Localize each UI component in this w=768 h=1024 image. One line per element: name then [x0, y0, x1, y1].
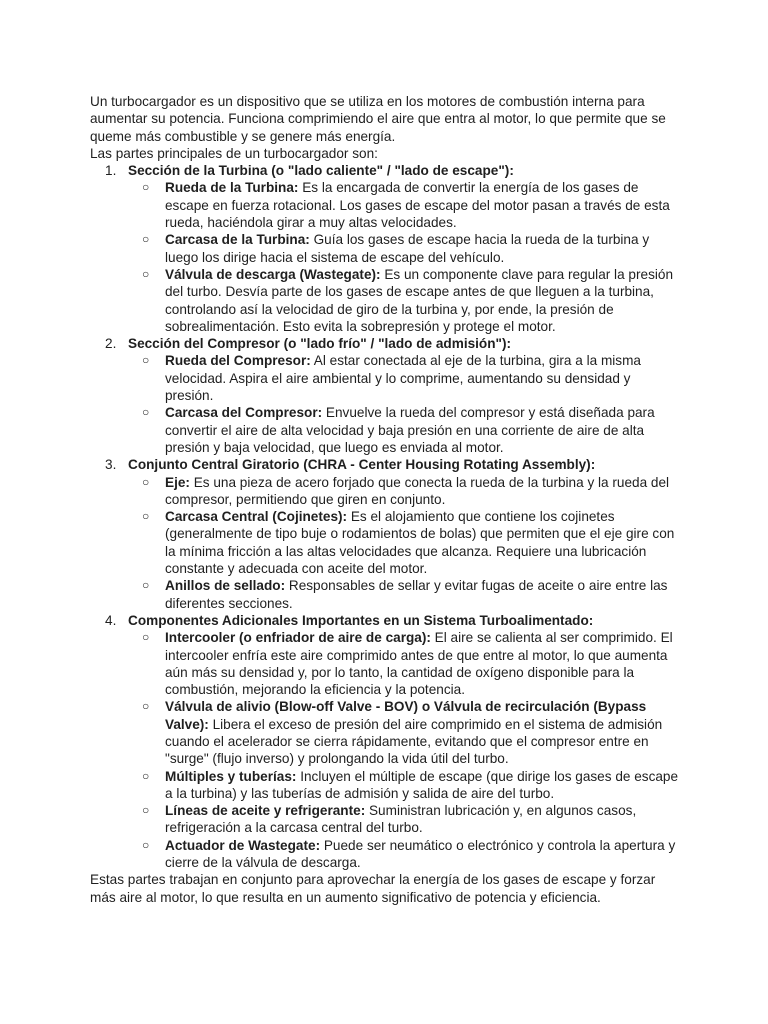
list-item	[165, 404, 680, 456]
item-term: Carcasa de la Turbina:	[165, 232, 310, 248]
list-item	[165, 352, 680, 404]
section-chra	[128, 456, 680, 612]
parts-list	[128, 352, 680, 456]
list-item	[165, 698, 680, 767]
parts-list	[128, 179, 680, 335]
item-desc: Es una pieza de acero forjado que conecta la rueda de la turbina y la rueda del compresor, permitiendo que giren en conjunto.	[165, 474, 670, 507]
item-term: Eje:	[165, 474, 190, 490]
item-term: Líneas de aceite y refrigerante:	[165, 803, 366, 819]
item-desc: Guía los gases de escape hacia la rueda de la turbina y luego los dirige hacia el sistema de escape del vehículo.	[165, 232, 650, 265]
document-page	[90, 93, 680, 906]
item-desc: Incluyen el múltiple de escape (que dirige los gases de escape a la turbina) y las tuberías de admisión y salida de aire del turbo.	[165, 768, 679, 801]
section-title: Conjunto Central Giratorio (CHRA - Center Housing Rotating Assembly):	[128, 457, 596, 473]
intro-paragraph: Un turbocargador es un dispositivo que se utiliza en los motores de combustión interna para aumentar su potencia. Funciona comprimiendo el aire que entra al motor, lo que permite que se queme más combustible y se genere más energía.	[90, 94, 666, 144]
section-compressor	[128, 335, 680, 456]
item-desc: Es la encargada de convertir la energía de los gases de escape en fuerza rotacional. Los gases de escape del motor pasan a través de esta rueda, haciéndola girar a muy altas velocidades.	[165, 180, 670, 231]
list-item	[165, 837, 680, 872]
item-desc: Responsables de sellar y evitar fugas de aceite o aire entre las diferentes secciones.	[165, 578, 668, 611]
list-item	[165, 768, 680, 803]
lead-paragraph: Las partes principales de un turbocargador son:	[90, 145, 378, 161]
sections-list	[90, 162, 680, 871]
item-term: Intercooler (o enfriador de aire de carga):	[165, 630, 431, 646]
conclusion-paragraph: Estas partes trabajan en conjunto para aprovechar la energía de los gases de escape y forzar más aire al motor, lo que resulta en un aumento significativo de potencia y eficiencia.	[90, 872, 656, 905]
section-title: Componentes Adicionales Importantes en un Sistema Turboalimentado:	[128, 612, 594, 628]
list-item	[165, 179, 680, 231]
item-term: Carcasa del Compresor:	[165, 405, 323, 421]
section-title: Sección del Compresor (o "lado frío" / "lado de admisión"):	[128, 336, 512, 352]
item-term: Carcasa Central (Cojinetes):	[165, 509, 348, 525]
list-item	[165, 577, 680, 612]
item-desc: Suministran lubricación y, en algunos casos, refrigeración a la carcasa central del turbo.	[165, 803, 637, 836]
item-term: Actuador de Wastegate:	[165, 837, 321, 853]
item-term: Válvula de descarga (Wastegate):	[165, 266, 381, 282]
list-item	[165, 802, 680, 837]
section-turbine	[128, 162, 680, 335]
list-item	[165, 266, 680, 335]
list-item	[165, 231, 680, 266]
list-item	[165, 474, 680, 509]
section-additional	[128, 612, 680, 871]
item-desc: Es el alojamiento que contiene los cojinetes (generalmente de tipo buje o rodamientos de bolas) que permiten que el eje gire con la mínima fricción a las altas velocidades que alcanza. Requiere una lubricación constante y adecuada con aceite del motor.	[165, 509, 675, 577]
parts-list	[128, 629, 680, 871]
item-term: Válvula de alivio (Blow-off Valve - BOV) o Válvula de recirculación (Bypass Valve):	[165, 699, 647, 732]
item-desc: Libera el exceso de presión del aire comprimido en el sistema de admisión cuando el acelerador se cierra rápidamente, evitando que el compresor entre en "surge" (flujo inverso) y prolongando la vida útil del turbo.	[165, 716, 663, 767]
list-item	[165, 629, 680, 698]
item-desc: Al estar conectada al eje de la turbina, gira a la misma velocidad. Aspira el aire ambiental y lo comprime, aumentando su densidad y presión.	[165, 353, 641, 404]
section-title: Sección de la Turbina (o "lado caliente" / "lado de escape"):	[128, 163, 514, 179]
list-item	[165, 508, 680, 577]
item-desc: Es un componente clave para regular la presión del turbo. Desvía parte de los gases de escape antes de que lleguen a la turbina, controlando así la velocidad de giro de la turbina y, por ende, la presión de sobrealimentación. Esto evita la sobrepresión y protege el motor.	[165, 266, 674, 334]
item-term: Múltiples y tuberías:	[165, 768, 297, 784]
item-term: Rueda de la Turbina:	[165, 180, 299, 196]
parts-list	[128, 474, 680, 612]
item-desc: Puede ser neumático o electrónico y controla la apertura y cierre de la válvula de descarga.	[165, 837, 676, 871]
item-desc: El aire se calienta al ser comprimido. El intercooler enfría este aire comprimido antes de que entre al motor, lo que aumenta aún más su densidad y, por lo tanto, la cantidad de oxígeno disponible para la combustión, mejorando la eficiencia y la potencia.	[165, 630, 673, 698]
item-term: Rueda del Compresor:	[165, 353, 311, 369]
item-term: Anillos de sellado:	[165, 578, 286, 594]
item-desc: Envuelve la rueda del compresor y está diseñada para convertir el aire de alta velocidad y baja presión en una corriente de aire de alta presión y baja velocidad, que luego es enviada al motor.	[165, 405, 655, 455]
